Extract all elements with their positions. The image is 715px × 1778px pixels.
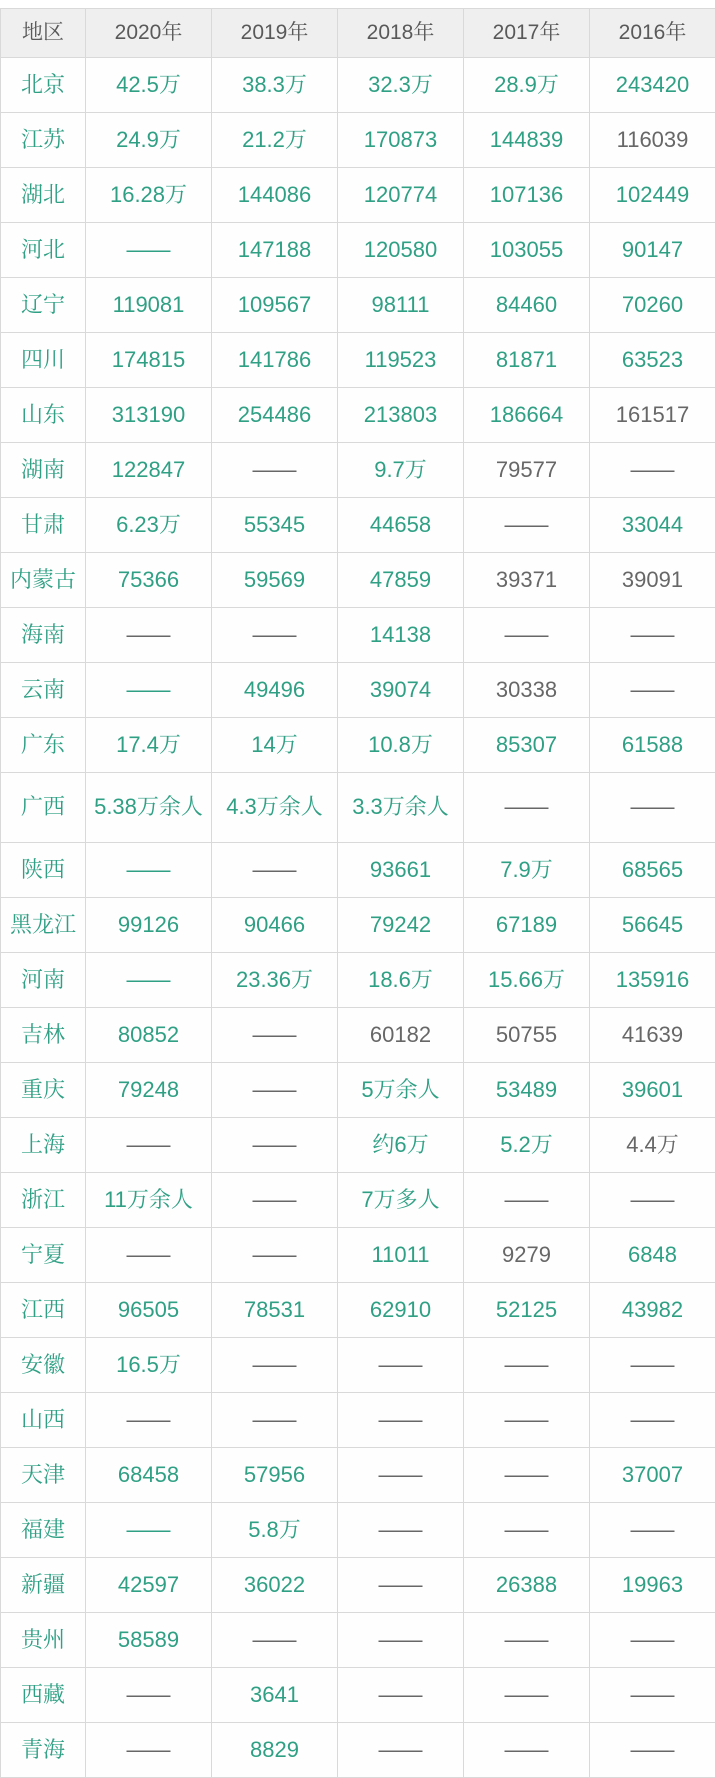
value-cell: 213803: [338, 388, 464, 443]
value-cell: ——: [212, 1118, 338, 1173]
value-cell: 26388: [464, 1558, 590, 1613]
value-cell: 7万多人: [338, 1173, 464, 1228]
value-cell: 107136: [464, 168, 590, 223]
table-row: [1, 58, 715, 113]
value-cell: 96505: [86, 1283, 212, 1338]
value-cell: 161517: [590, 388, 715, 443]
region-cell: 北京: [1, 58, 86, 113]
region-cell: 新疆: [1, 1558, 86, 1613]
region-cell: 广西: [1, 773, 86, 843]
header-row: [1, 9, 715, 58]
region-cell: 重庆: [1, 1063, 86, 1118]
table-row: [1, 608, 715, 663]
table-row: [1, 443, 715, 498]
value-cell: 6.23万: [86, 498, 212, 553]
value-cell: 39074: [338, 663, 464, 718]
value-cell: 80852: [86, 1008, 212, 1063]
value-cell: 5.2万: [464, 1118, 590, 1173]
value-cell: 50755: [464, 1008, 590, 1063]
value-cell: 313190: [86, 388, 212, 443]
value-cell: ——: [464, 1503, 590, 1558]
value-cell: 70260: [590, 278, 715, 333]
value-cell: ——: [464, 1173, 590, 1228]
table-row: [1, 388, 715, 443]
value-cell: ——: [464, 773, 590, 843]
value-cell: 119081: [86, 278, 212, 333]
region-cell: 山西: [1, 1393, 86, 1448]
region-cell: 西藏: [1, 1668, 86, 1723]
value-cell: 59569: [212, 553, 338, 608]
value-cell: ——: [590, 443, 715, 498]
table-row: [1, 553, 715, 608]
value-cell: 79577: [464, 443, 590, 498]
value-cell: 56645: [590, 898, 715, 953]
value-cell: 39091: [590, 553, 715, 608]
value-cell: ——: [338, 1723, 464, 1778]
table-row: [1, 1668, 715, 1723]
table-row: [1, 1558, 715, 1613]
value-cell: ——: [212, 1008, 338, 1063]
value-cell: ——: [338, 1613, 464, 1668]
value-cell: ——: [590, 1173, 715, 1228]
value-cell: ——: [86, 1503, 212, 1558]
table-row: [1, 1503, 715, 1558]
region-cell: 内蒙古: [1, 553, 86, 608]
table-row: [1, 498, 715, 553]
value-cell: 170873: [338, 113, 464, 168]
value-cell: 4.4万: [590, 1118, 715, 1173]
region-cell: 福建: [1, 1503, 86, 1558]
value-cell: ——: [464, 498, 590, 553]
value-cell: 11万余人: [86, 1173, 212, 1228]
value-cell: 10.8万: [338, 718, 464, 773]
value-cell: 42.5万: [86, 58, 212, 113]
value-cell: ——: [212, 443, 338, 498]
value-cell: 39601: [590, 1063, 715, 1118]
value-cell: 14138: [338, 608, 464, 663]
region-cell: 江苏: [1, 113, 86, 168]
value-cell: 57956: [212, 1448, 338, 1503]
value-cell: ——: [590, 773, 715, 843]
region-cell: 上海: [1, 1118, 86, 1173]
table-row: [1, 718, 715, 773]
value-cell: 37007: [590, 1448, 715, 1503]
table-row: [1, 333, 715, 388]
value-cell: 47859: [338, 553, 464, 608]
value-cell: 21.2万: [212, 113, 338, 168]
value-cell: 98111: [338, 278, 464, 333]
value-cell: 109567: [212, 278, 338, 333]
value-cell: 19963: [590, 1558, 715, 1613]
value-cell: 24.9万: [86, 113, 212, 168]
value-cell: 5万余人: [338, 1063, 464, 1118]
region-year-data-table: [0, 8, 715, 1778]
table-row: [1, 223, 715, 278]
value-cell: ——: [86, 1723, 212, 1778]
value-cell: 122847: [86, 443, 212, 498]
value-cell: 186664: [464, 388, 590, 443]
value-cell: 58589: [86, 1613, 212, 1668]
region-cell: 天津: [1, 1448, 86, 1503]
value-cell: ——: [86, 1228, 212, 1283]
value-cell: ——: [212, 1338, 338, 1393]
value-cell: 93661: [338, 843, 464, 898]
value-cell: ——: [590, 1393, 715, 1448]
value-cell: ——: [590, 1668, 715, 1723]
value-cell: ——: [464, 1393, 590, 1448]
value-cell: 67189: [464, 898, 590, 953]
value-cell: ——: [86, 663, 212, 718]
value-cell: ——: [464, 1668, 590, 1723]
table-row: [1, 663, 715, 718]
column-header-2018: 2018年: [338, 9, 464, 58]
value-cell: 53489: [464, 1063, 590, 1118]
value-cell: 243420: [590, 58, 715, 113]
value-cell: ——: [212, 1173, 338, 1228]
table-row: [1, 843, 715, 898]
value-cell: ——: [86, 1118, 212, 1173]
table-row: [1, 1613, 715, 1668]
value-cell: 120580: [338, 223, 464, 278]
value-cell: 147188: [212, 223, 338, 278]
region-cell: 贵州: [1, 1613, 86, 1668]
value-cell: 254486: [212, 388, 338, 443]
value-cell: 约6万: [338, 1118, 464, 1173]
region-cell: 湖北: [1, 168, 86, 223]
region-cell: 安徽: [1, 1338, 86, 1393]
value-cell: 8829: [212, 1723, 338, 1778]
region-cell: 河南: [1, 953, 86, 1008]
value-cell: 39371: [464, 553, 590, 608]
region-cell: 吉林: [1, 1008, 86, 1063]
table-row: [1, 168, 715, 223]
value-cell: ——: [86, 843, 212, 898]
value-cell: 28.9万: [464, 58, 590, 113]
table-row: [1, 1283, 715, 1338]
value-cell: 36022: [212, 1558, 338, 1613]
table-row: [1, 1118, 715, 1173]
value-cell: 41639: [590, 1008, 715, 1063]
value-cell: ——: [212, 608, 338, 663]
value-cell: 3641: [212, 1668, 338, 1723]
value-cell: ——: [338, 1338, 464, 1393]
region-cell: 河北: [1, 223, 86, 278]
value-cell: ——: [338, 1393, 464, 1448]
value-cell: 30338: [464, 663, 590, 718]
table-row: [1, 1723, 715, 1778]
value-cell: 90147: [590, 223, 715, 278]
value-cell: ——: [212, 1613, 338, 1668]
table-row: [1, 1338, 715, 1393]
table-row: [1, 113, 715, 168]
region-cell: 宁夏: [1, 1228, 86, 1283]
value-cell: 119523: [338, 333, 464, 388]
table-row: [1, 1448, 715, 1503]
value-cell: 68565: [590, 843, 715, 898]
region-cell: 甘肃: [1, 498, 86, 553]
value-cell: 144086: [212, 168, 338, 223]
value-cell: ——: [338, 1558, 464, 1613]
value-cell: ——: [590, 608, 715, 663]
value-cell: 49496: [212, 663, 338, 718]
value-cell: 68458: [86, 1448, 212, 1503]
region-cell: 辽宁: [1, 278, 86, 333]
value-cell: 61588: [590, 718, 715, 773]
value-cell: ——: [212, 1063, 338, 1118]
value-cell: 7.9万: [464, 843, 590, 898]
value-cell: ——: [464, 1613, 590, 1668]
region-cell: 山东: [1, 388, 86, 443]
value-cell: ——: [338, 1503, 464, 1558]
value-cell: 90466: [212, 898, 338, 953]
value-cell: 79242: [338, 898, 464, 953]
region-cell: 四川: [1, 333, 86, 388]
value-cell: ——: [212, 1228, 338, 1283]
region-cell: 青海: [1, 1723, 86, 1778]
value-cell: ——: [590, 663, 715, 718]
table-row: [1, 1228, 715, 1283]
region-cell: 云南: [1, 663, 86, 718]
value-cell: ——: [464, 1448, 590, 1503]
region-cell: 湖南: [1, 443, 86, 498]
value-cell: 174815: [86, 333, 212, 388]
value-cell: ——: [86, 223, 212, 278]
value-cell: 32.3万: [338, 58, 464, 113]
table-body: [1, 58, 715, 1778]
value-cell: 6848: [590, 1228, 715, 1283]
value-cell: 84460: [464, 278, 590, 333]
value-cell: ——: [338, 1448, 464, 1503]
value-cell: 81871: [464, 333, 590, 388]
value-cell: 17.4万: [86, 718, 212, 773]
column-header-2016: 2016年: [590, 9, 715, 58]
value-cell: ——: [86, 1393, 212, 1448]
column-header-2017: 2017年: [464, 9, 590, 58]
value-cell: 5.8万: [212, 1503, 338, 1558]
value-cell: 63523: [590, 333, 715, 388]
region-cell: 海南: [1, 608, 86, 663]
value-cell: 120774: [338, 168, 464, 223]
value-cell: 16.5万: [86, 1338, 212, 1393]
value-cell: 55345: [212, 498, 338, 553]
value-cell: 85307: [464, 718, 590, 773]
value-cell: 9279: [464, 1228, 590, 1283]
table-row: [1, 278, 715, 333]
region-cell: 江西: [1, 1283, 86, 1338]
value-cell: 52125: [464, 1283, 590, 1338]
value-cell: ——: [212, 1393, 338, 1448]
region-cell: 黑龙江: [1, 898, 86, 953]
region-cell: 浙江: [1, 1173, 86, 1228]
value-cell: 141786: [212, 333, 338, 388]
region-cell: 广东: [1, 718, 86, 773]
value-cell: ——: [590, 1723, 715, 1778]
region-cell: 陕西: [1, 843, 86, 898]
value-cell: ——: [86, 953, 212, 1008]
value-cell: 75366: [86, 553, 212, 608]
value-cell: 42597: [86, 1558, 212, 1613]
value-cell: 44658: [338, 498, 464, 553]
value-cell: 15.66万: [464, 953, 590, 1008]
table-row: [1, 1393, 715, 1448]
value-cell: 9.7万: [338, 443, 464, 498]
value-cell: ——: [464, 608, 590, 663]
column-header-2020: 2020年: [86, 9, 212, 58]
value-cell: 11011: [338, 1228, 464, 1283]
value-cell: ——: [212, 843, 338, 898]
value-cell: 16.28万: [86, 168, 212, 223]
table-row: [1, 1008, 715, 1063]
value-cell: ——: [464, 1723, 590, 1778]
table-row: [1, 773, 715, 843]
table-row: [1, 1173, 715, 1228]
value-cell: 62910: [338, 1283, 464, 1338]
value-cell: 18.6万: [338, 953, 464, 1008]
value-cell: 23.36万: [212, 953, 338, 1008]
value-cell: 78531: [212, 1283, 338, 1338]
value-cell: 135916: [590, 953, 715, 1008]
value-cell: 99126: [86, 898, 212, 953]
value-cell: ——: [590, 1613, 715, 1668]
value-cell: 5.38万余人: [86, 773, 212, 843]
value-cell: ——: [464, 1338, 590, 1393]
value-cell: ——: [590, 1503, 715, 1558]
column-header-region: 地区: [1, 9, 86, 58]
value-cell: 144839: [464, 113, 590, 168]
table-row: [1, 1063, 715, 1118]
value-cell: 116039: [590, 113, 715, 168]
value-cell: 14万: [212, 718, 338, 773]
value-cell: 4.3万余人: [212, 773, 338, 843]
value-cell: ——: [86, 1668, 212, 1723]
value-cell: ——: [86, 608, 212, 663]
value-cell: 43982: [590, 1283, 715, 1338]
value-cell: 38.3万: [212, 58, 338, 113]
value-cell: ——: [338, 1668, 464, 1723]
table-row: [1, 898, 715, 953]
value-cell: 103055: [464, 223, 590, 278]
value-cell: 60182: [338, 1008, 464, 1063]
value-cell: ——: [590, 1338, 715, 1393]
column-header-2019: 2019年: [212, 9, 338, 58]
value-cell: 33044: [590, 498, 715, 553]
table-row: [1, 953, 715, 1008]
value-cell: 79248: [86, 1063, 212, 1118]
value-cell: 102449: [590, 168, 715, 223]
value-cell: 3.3万余人: [338, 773, 464, 843]
